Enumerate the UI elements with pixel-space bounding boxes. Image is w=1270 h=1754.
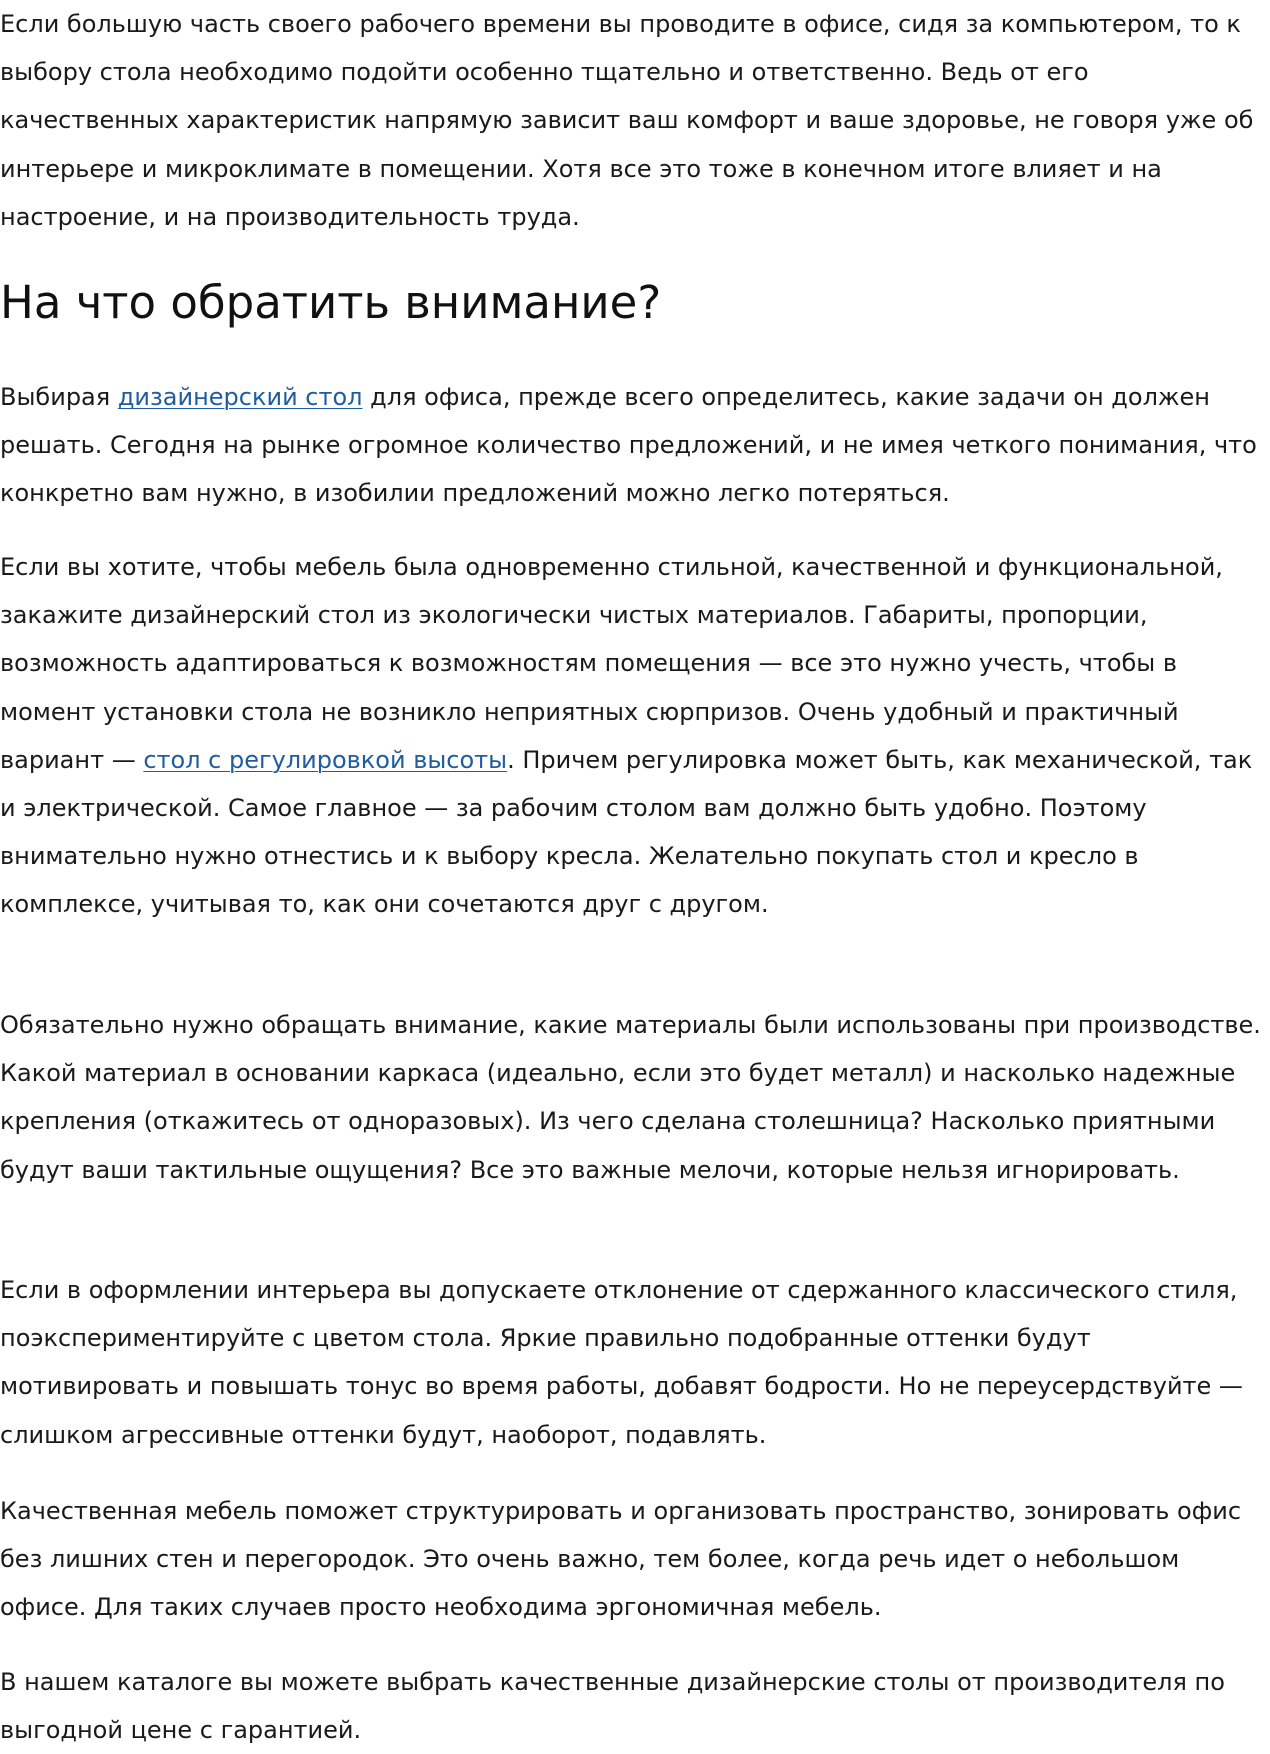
paragraph-color: Если в оформлении интерьера вы допускаете отклонение от сдержанного классического стиля, поэкспериментируйте с цветом стола. Яркие правильно подобранные оттенки будут мотивировать и повышать тонус во время работы, добавят бодрости. Но не переусердствуйте — слишком агрессивные оттенки будут, наоборот, подавлять. <box>0 1276 1243 1449</box>
height-adjustable-table-link[interactable]: стол с регулировкой высоты <box>143 745 508 774</box>
paragraph-height-adjustable <box>0 543 1268 929</box>
designer-table-link[interactable]: дизайнерский стол <box>117 383 363 411</box>
paragraph-text: . Причем регулировка может быть, как механической, так и электрической. Самое главное — за рабочим столом вам должно быть удобно. Поэтому внимательно нужно отнестись и к выбору кресла. Желательно покупать стол и кресло в комплексе, учитывая то, как они сочетаются друг с другом. <box>0 745 1253 919</box>
paragraph-text: Если вы хотите, чтобы мебель была одновременно стильной, качественной и функциональной, закажите дизайнерский стол из экологически чистых материалов. Габариты, пропорции, возможность адаптироваться к возможностям помещения — все это нужно учесть, чтобы в момент установки стола не возникло неприятных сюрпризов. Очень удобный и практичный вариант — <box>0 553 1223 774</box>
paragraph-catalog: В нашем каталоге вы можете выбрать качественные дизайнерские столы от производителя по выгодной цене с гарантией. <box>0 1668 1225 1745</box>
section-heading: На что обратить внимание? <box>0 276 662 329</box>
intro-paragraph: Если большую часть своего рабочего времени вы проводите в офисе, сидя за компьютером, то к выбору стола необходимо подойти особенно тщательно и ответственно. Ведь от его качественных характеристик напрямую зависит ваш комфорт и ваше здоровье, не говоря уже об интерьере и микроклимате в помещении. Хотя все это тоже в конечном итоге влияет и на настроение, и на производительность труда. <box>0 10 1254 231</box>
paragraph-designer-table <box>0 373 1268 518</box>
paragraph-text: для офиса, прежде всего определитесь, какие задачи он должен решать. Сегодня на рынке огромное количество предложений, и не имея четкого понимания, что конкретно вам нужно, в изобилии предложений можно легко потеряться. <box>0 383 1257 508</box>
paragraph-materials: Обязательно нужно обращать внимание, какие материалы были использованы при производстве. Какой материал в основании каркаса (идеально, если это будет металл) и насколько надежные крепления (откажитесь от одноразовых). Из чего сделана столешница? Насколько приятными будут ваши тактильные ощущения? Все это важные мелочи, которые нельзя игнорировать. <box>0 1011 1261 1184</box>
paragraph-text: Выбирая <box>0 383 118 411</box>
paragraph-space: Качественная мебель поможет структурировать и организовать пространство, зонировать офис без лишних стен и перегородок. Это очень важно, тем более, когда речь идет о небольшом офисе. Для таких случаев просто необходима эргономичная мебель. <box>0 1497 1242 1622</box>
